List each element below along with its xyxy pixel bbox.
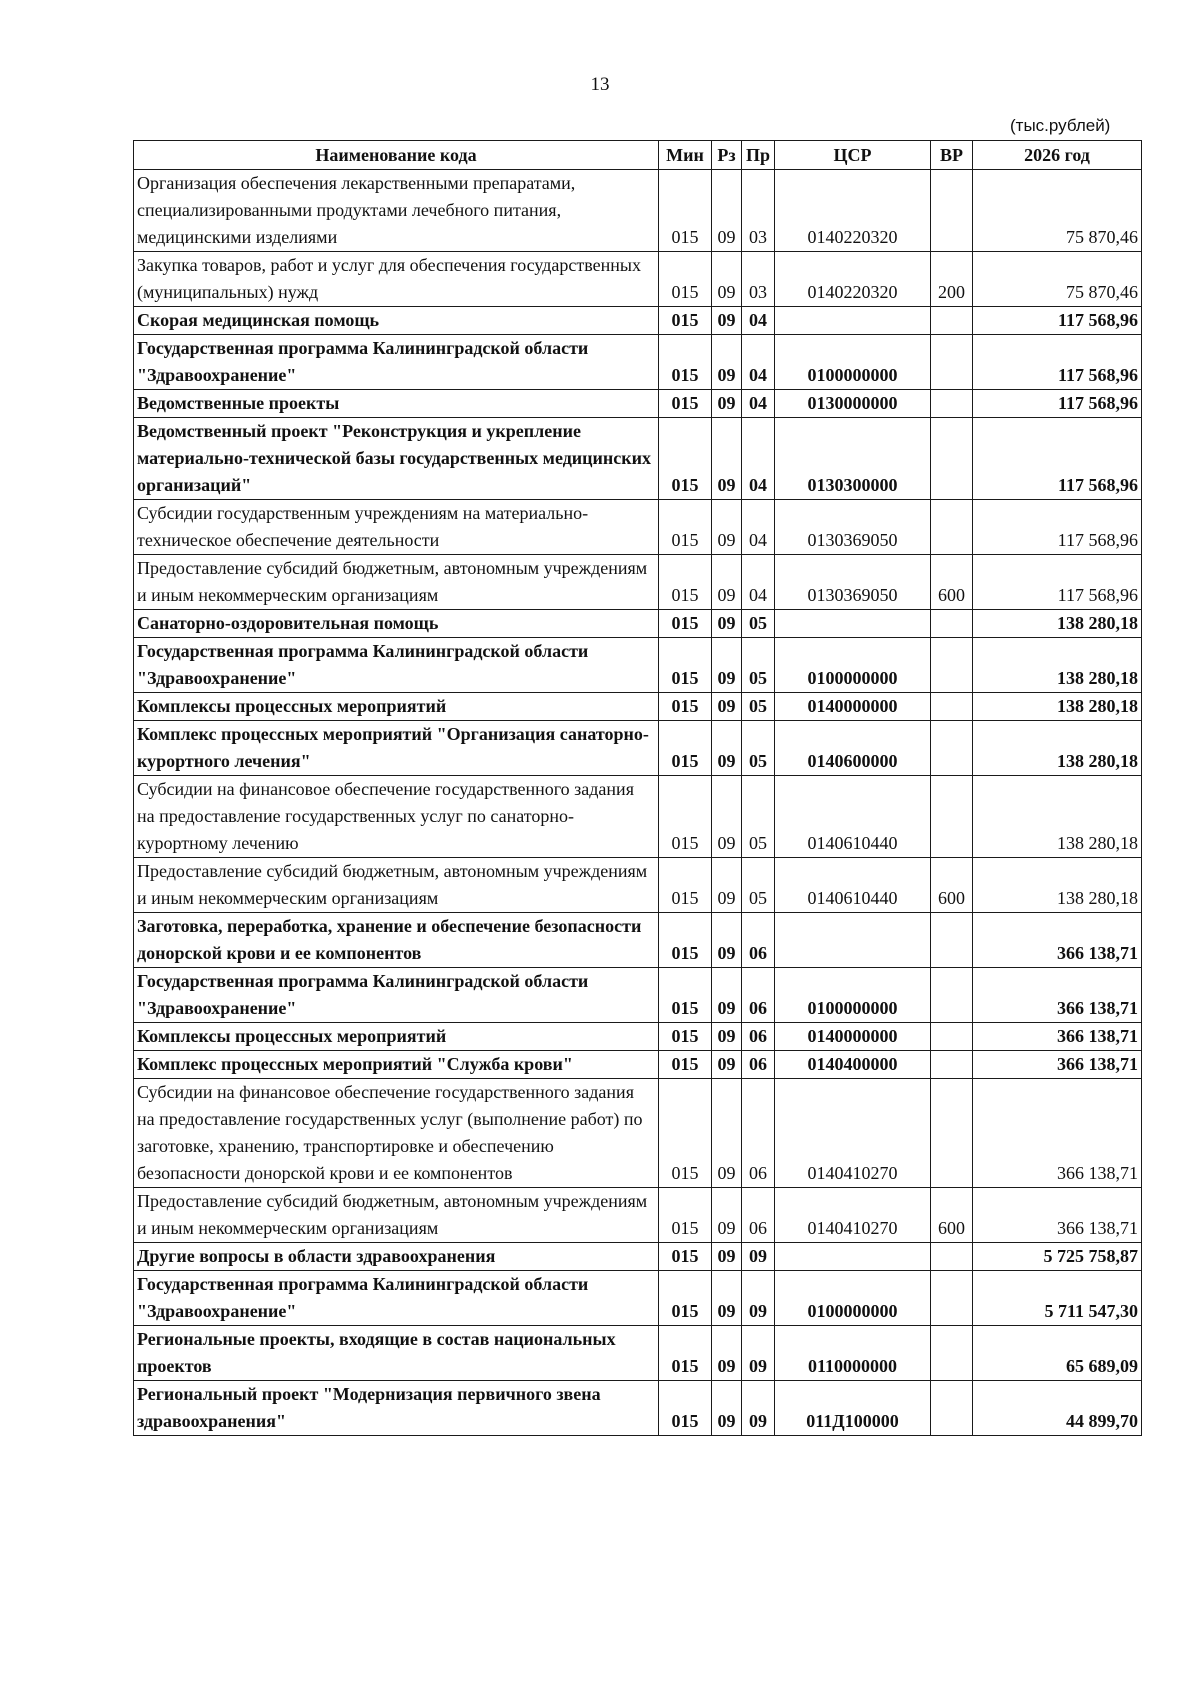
row-name: Комплексы процессных мероприятий [134,1023,659,1051]
row-name: Государственная программа Калининградской области "Здравоохранение" [134,1271,659,1326]
row-vr: 600 [931,555,973,610]
row-pr: 05 [742,776,775,858]
table-row [134,610,1142,638]
row-min: 015 [659,1271,712,1326]
row-min: 015 [659,1381,712,1436]
row-csr: 0140000000 [775,693,931,721]
row-rz: 09 [712,390,742,418]
row-pr: 04 [742,418,775,500]
row-rz: 09 [712,858,742,913]
row-name: Ведомственный проект "Реконструкция и укрепление материально-технической базы государственных медицинских организаций" [134,418,659,500]
row-pr: 05 [742,858,775,913]
table-row [134,968,1142,1023]
row-sum: 117 568,96 [973,500,1142,555]
row-sum: 117 568,96 [973,335,1142,390]
row-name: Скорая медицинская помощь [134,307,659,335]
row-rz: 09 [712,610,742,638]
row-vr [931,1243,973,1271]
row-csr: 0100000000 [775,638,931,693]
row-sum: 138 280,18 [973,693,1142,721]
row-name: Государственная программа Калининградской области "Здравоохранение" [134,335,659,390]
table-row [134,1326,1142,1381]
table-row [134,390,1142,418]
row-min: 015 [659,1243,712,1271]
header-rz: Рз [712,141,742,170]
row-min: 015 [659,335,712,390]
row-csr [775,1243,931,1271]
row-min: 015 [659,170,712,252]
row-name: Комплексы процессных мероприятий [134,693,659,721]
row-pr: 09 [742,1381,775,1436]
row-vr [931,638,973,693]
row-sum: 366 138,71 [973,1023,1142,1051]
row-sum: 366 138,71 [973,1079,1142,1188]
row-csr: 0140220320 [775,252,931,307]
row-sum: 5 711 547,30 [973,1271,1142,1326]
table-row [134,1079,1142,1188]
row-min: 015 [659,1023,712,1051]
row-csr: 0140410270 [775,1079,931,1188]
row-csr: 0130369050 [775,555,931,610]
row-rz: 09 [712,1326,742,1381]
row-sum: 65 689,09 [973,1326,1142,1381]
row-vr [931,170,973,252]
row-pr: 05 [742,721,775,776]
row-vr [931,1326,973,1381]
row-csr: 0110000000 [775,1326,931,1381]
row-vr [931,500,973,555]
row-sum: 366 138,71 [973,1051,1142,1079]
row-min: 015 [659,1079,712,1188]
row-vr [931,1051,973,1079]
row-vr: 600 [931,1188,973,1243]
row-vr [931,968,973,1023]
row-name: Комплекс процессных мероприятий "Служба крови" [134,1051,659,1079]
row-pr: 06 [742,1051,775,1079]
header-min: Мин [659,141,712,170]
row-min: 015 [659,307,712,335]
row-vr [931,913,973,968]
row-name: Региональный проект "Модернизация первичного звена здравоохранения" [134,1381,659,1436]
row-csr: 011Д100000 [775,1381,931,1436]
row-csr: 0140410270 [775,1188,931,1243]
row-name: Государственная программа Калининградской области "Здравоохранение" [134,968,659,1023]
table-row [134,500,1142,555]
units-label: (тыс.рублей) [1010,116,1111,135]
row-rz: 09 [712,307,742,335]
row-min: 015 [659,418,712,500]
row-rz: 09 [712,1023,742,1051]
row-csr: 0140610440 [775,776,931,858]
table-header-row [134,141,1142,170]
row-min: 015 [659,693,712,721]
row-rz: 09 [712,1079,742,1188]
row-csr: 0140000000 [775,1023,931,1051]
row-vr [931,776,973,858]
header-name: Наименование кода [134,141,659,170]
row-rz: 09 [712,638,742,693]
row-sum: 75 870,46 [973,170,1142,252]
row-pr: 03 [742,170,775,252]
table-row [134,693,1142,721]
row-csr [775,307,931,335]
header-sum: 2026 год [973,141,1142,170]
row-csr: 0100000000 [775,968,931,1023]
row-name: Другие вопросы в области здравоохранения [134,1243,659,1271]
row-vr [931,1079,973,1188]
row-sum: 138 280,18 [973,776,1142,858]
table-row [134,1381,1142,1436]
table-row [134,858,1142,913]
row-vr [931,1023,973,1051]
row-pr: 09 [742,1271,775,1326]
row-rz: 09 [712,500,742,555]
table-row [134,1051,1142,1079]
row-vr [931,1381,973,1436]
table-row [134,335,1142,390]
row-min: 015 [659,968,712,1023]
header-vr: ВР [931,141,973,170]
row-sum: 117 568,96 [973,418,1142,500]
row-sum: 138 280,18 [973,858,1142,913]
row-min: 015 [659,858,712,913]
row-csr: 0130369050 [775,500,931,555]
table-row [134,1023,1142,1051]
row-pr: 09 [742,1326,775,1381]
row-name: Ведомственные проекты [134,390,659,418]
row-csr: 0100000000 [775,1271,931,1326]
row-min: 015 [659,913,712,968]
row-csr: 0140220320 [775,170,931,252]
row-pr: 06 [742,1079,775,1188]
table-row [134,1243,1142,1271]
row-csr: 0140400000 [775,1051,931,1079]
row-pr: 04 [742,390,775,418]
row-name: Организация обеспечения лекарственными препаратами, специализированными продуктами лечебного питания, медицинскими изделиями [134,170,659,252]
row-rz: 09 [712,968,742,1023]
row-vr [931,721,973,776]
row-csr: 0130000000 [775,390,931,418]
row-name: Закупка товаров, работ и услуг для обеспечения государственных (муниципальных) нужд [134,252,659,307]
row-vr [931,1271,973,1326]
row-sum: 117 568,96 [973,307,1142,335]
row-sum: 117 568,96 [973,390,1142,418]
row-sum: 138 280,18 [973,610,1142,638]
row-vr [931,693,973,721]
row-vr: 600 [931,858,973,913]
row-rz: 09 [712,693,742,721]
row-vr [931,610,973,638]
row-pr: 09 [742,1243,775,1271]
row-pr: 04 [742,307,775,335]
row-rz: 09 [712,1188,742,1243]
row-pr: 05 [742,693,775,721]
row-name: Субсидии на финансовое обеспечение государственного задания на предоставление государственных услуг по санаторно-курортному лечению [134,776,659,858]
row-csr [775,610,931,638]
row-sum: 138 280,18 [973,721,1142,776]
row-pr: 05 [742,638,775,693]
row-name: Государственная программа Калининградской области "Здравоохранение" [134,638,659,693]
row-min: 015 [659,500,712,555]
row-pr: 04 [742,500,775,555]
row-name: Комплекс процессных мероприятий "Организация санаторно-курортного лечения" [134,721,659,776]
row-vr: 200 [931,252,973,307]
row-vr [931,307,973,335]
row-min: 015 [659,1051,712,1079]
row-pr: 06 [742,913,775,968]
row-rz: 09 [712,913,742,968]
row-pr: 04 [742,335,775,390]
row-sum: 366 138,71 [973,1188,1142,1243]
row-csr: 0100000000 [775,335,931,390]
row-rz: 09 [712,1381,742,1436]
row-min: 015 [659,555,712,610]
table-row [134,170,1142,252]
table-row [134,1271,1142,1326]
table-row [134,252,1142,307]
row-rz: 09 [712,555,742,610]
row-rz: 09 [712,721,742,776]
row-vr [931,390,973,418]
row-min: 015 [659,721,712,776]
row-rz: 09 [712,335,742,390]
row-vr [931,335,973,390]
row-csr: 0140600000 [775,721,931,776]
row-name: Санаторно-оздоровительная помощь [134,610,659,638]
row-rz: 09 [712,1051,742,1079]
row-csr: 0130300000 [775,418,931,500]
row-vr [931,418,973,500]
header-pr: Пр [742,141,775,170]
row-name: Субсидии государственным учреждениям на материально-техническое обеспечение деятельности [134,500,659,555]
row-sum: 366 138,71 [973,968,1142,1023]
row-rz: 09 [712,252,742,307]
table-row [134,555,1142,610]
row-pr: 06 [742,968,775,1023]
row-rz: 09 [712,776,742,858]
row-sum: 117 568,96 [973,555,1142,610]
row-rz: 09 [712,170,742,252]
budget-table [133,140,1142,1436]
table-row [134,1188,1142,1243]
table-row [134,418,1142,500]
row-name: Предоставление субсидий бюджетным, автономным учреждениям и иным некоммерческим организациям [134,858,659,913]
header-csr: ЦСР [775,141,931,170]
page-number: 13 [590,74,610,95]
row-sum: 5 725 758,87 [973,1243,1142,1271]
row-min: 015 [659,638,712,693]
row-min: 015 [659,390,712,418]
row-name: Субсидии на финансовое обеспечение государственного задания на предоставление государственных услуг (выполнение работ) по заготовке, хранению, транспортировке и обеспечению безопасности донорской крови и ее компонентов [134,1079,659,1188]
row-min: 015 [659,1326,712,1381]
row-pr: 05 [742,610,775,638]
row-sum: 366 138,71 [973,913,1142,968]
row-sum: 138 280,18 [973,638,1142,693]
row-rz: 09 [712,1271,742,1326]
table-row [134,307,1142,335]
row-min: 015 [659,1188,712,1243]
table-row [134,721,1142,776]
row-pr: 06 [742,1188,775,1243]
row-csr [775,913,931,968]
row-min: 015 [659,610,712,638]
row-sum: 44 899,70 [973,1381,1142,1436]
row-pr: 03 [742,252,775,307]
row-name: Предоставление субсидий бюджетным, автономным учреждениям и иным некоммерческим организациям [134,1188,659,1243]
row-min: 015 [659,776,712,858]
row-sum: 75 870,46 [973,252,1142,307]
table-row [134,776,1142,858]
row-min: 015 [659,252,712,307]
row-rz: 09 [712,418,742,500]
row-name: Предоставление субсидий бюджетным, автономным учреждениям и иным некоммерческим организациям [134,555,659,610]
table-row [134,638,1142,693]
row-pr: 04 [742,555,775,610]
row-name: Заготовка, переработка, хранение и обеспечение безопасности донорской крови и ее компонентов [134,913,659,968]
table-row [134,913,1142,968]
row-name: Региональные проекты, входящие в состав национальных проектов [134,1326,659,1381]
row-csr: 0140610440 [775,858,931,913]
row-rz: 09 [712,1243,742,1271]
row-pr: 06 [742,1023,775,1051]
